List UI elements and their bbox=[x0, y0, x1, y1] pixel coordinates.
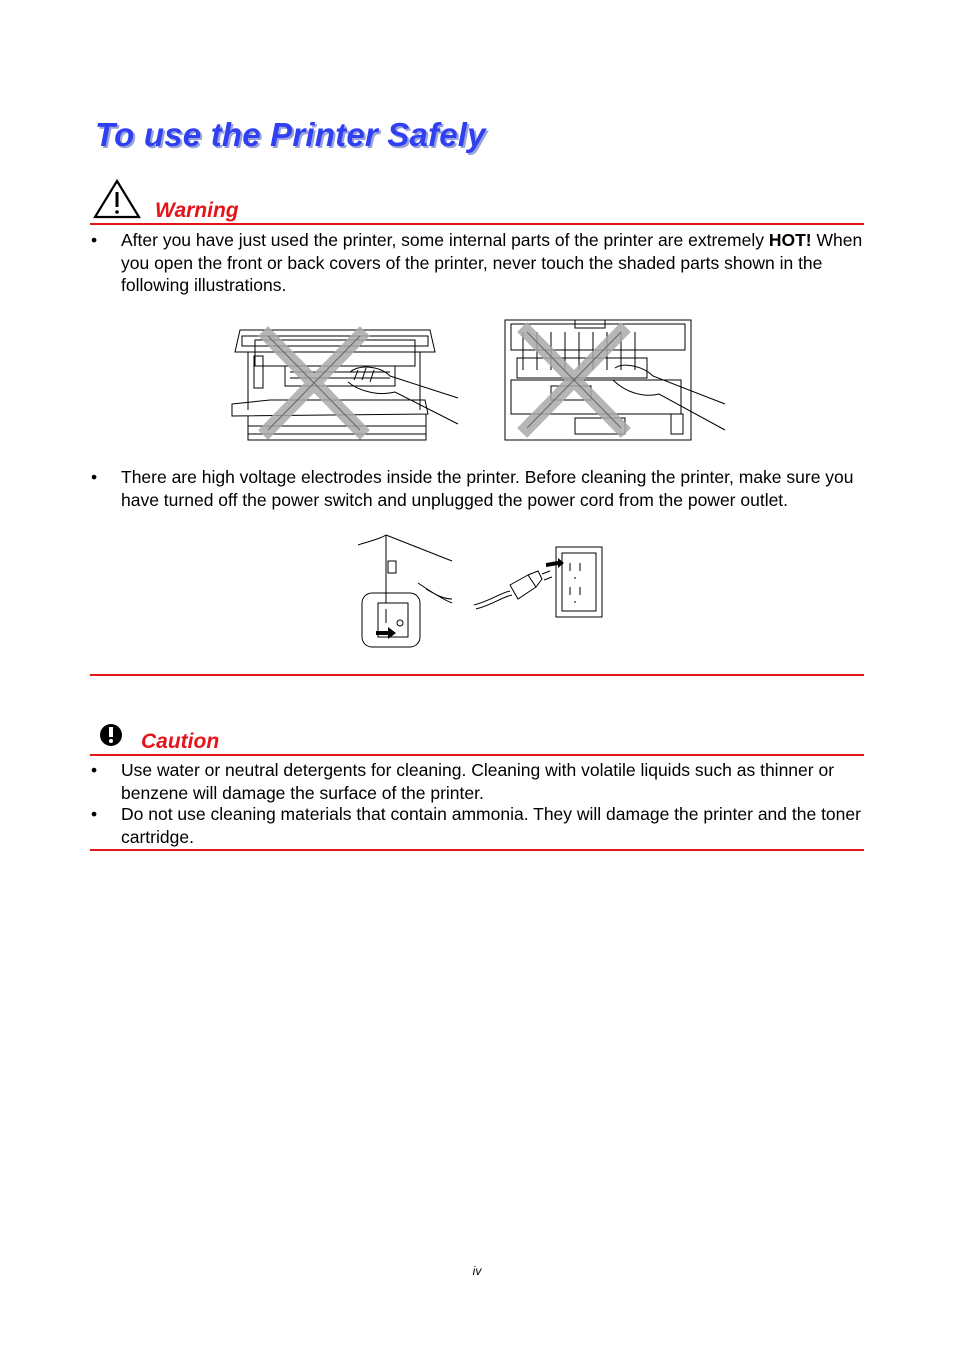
bullet-mark: • bbox=[91, 804, 98, 824]
caution-bullet-1 bbox=[91, 759, 861, 804]
caution-exclamation-icon bbox=[98, 722, 124, 748]
bullet-mark: • bbox=[91, 230, 98, 250]
page-title: To use the Printer Safely bbox=[95, 116, 486, 153]
page-number: iv bbox=[472, 1264, 482, 1278]
bullet-text-part: When you open the front or back covers of the printer, never touch the shaded parts shown in the following illustrations. bbox=[121, 230, 863, 295]
warning-triangle-icon bbox=[92, 178, 142, 220]
hot-emphasis: HOT! bbox=[768, 230, 812, 250]
bullet-text bbox=[121, 229, 866, 297]
warning-bullet-1 bbox=[91, 229, 861, 297]
printer-back-hot-illustration bbox=[503, 318, 728, 442]
bullet-mark: • bbox=[91, 760, 98, 780]
warning-bullet-2 bbox=[91, 466, 861, 534]
caution-bullet-2 bbox=[91, 803, 861, 848]
warning-label: Warning bbox=[155, 199, 239, 222]
warning-header bbox=[90, 176, 864, 225]
caution-header bbox=[90, 716, 864, 756]
bullet-text: Use water or neutral detergents for cleaning. Cleaning with volatile liquids such as thinner or benzene will damage the surface of the printer. bbox=[121, 760, 835, 803]
bullet-text-part: After you have just used the printer, some internal parts of the printer are extremely bbox=[121, 230, 769, 250]
bullet-text: Do not use cleaning materials that contain ammonia. They will damage the printer and the toner cartridge. bbox=[121, 804, 861, 847]
printer-front-hot-illustration bbox=[230, 322, 460, 444]
bullet-mark: • bbox=[91, 467, 98, 487]
caution-label: Caution bbox=[141, 730, 220, 753]
caution-end-rule bbox=[90, 849, 864, 851]
bullet-text: There are high voltage electrodes inside the printer. Before cleaning the printer, make sure you have turned off the power switch and unplugged the power cord from the power outlet. bbox=[121, 467, 854, 510]
warning-end-rule bbox=[90, 674, 864, 676]
power-switch-illustration bbox=[356, 533, 456, 649]
unplug-cord-illustration bbox=[470, 541, 610, 625]
